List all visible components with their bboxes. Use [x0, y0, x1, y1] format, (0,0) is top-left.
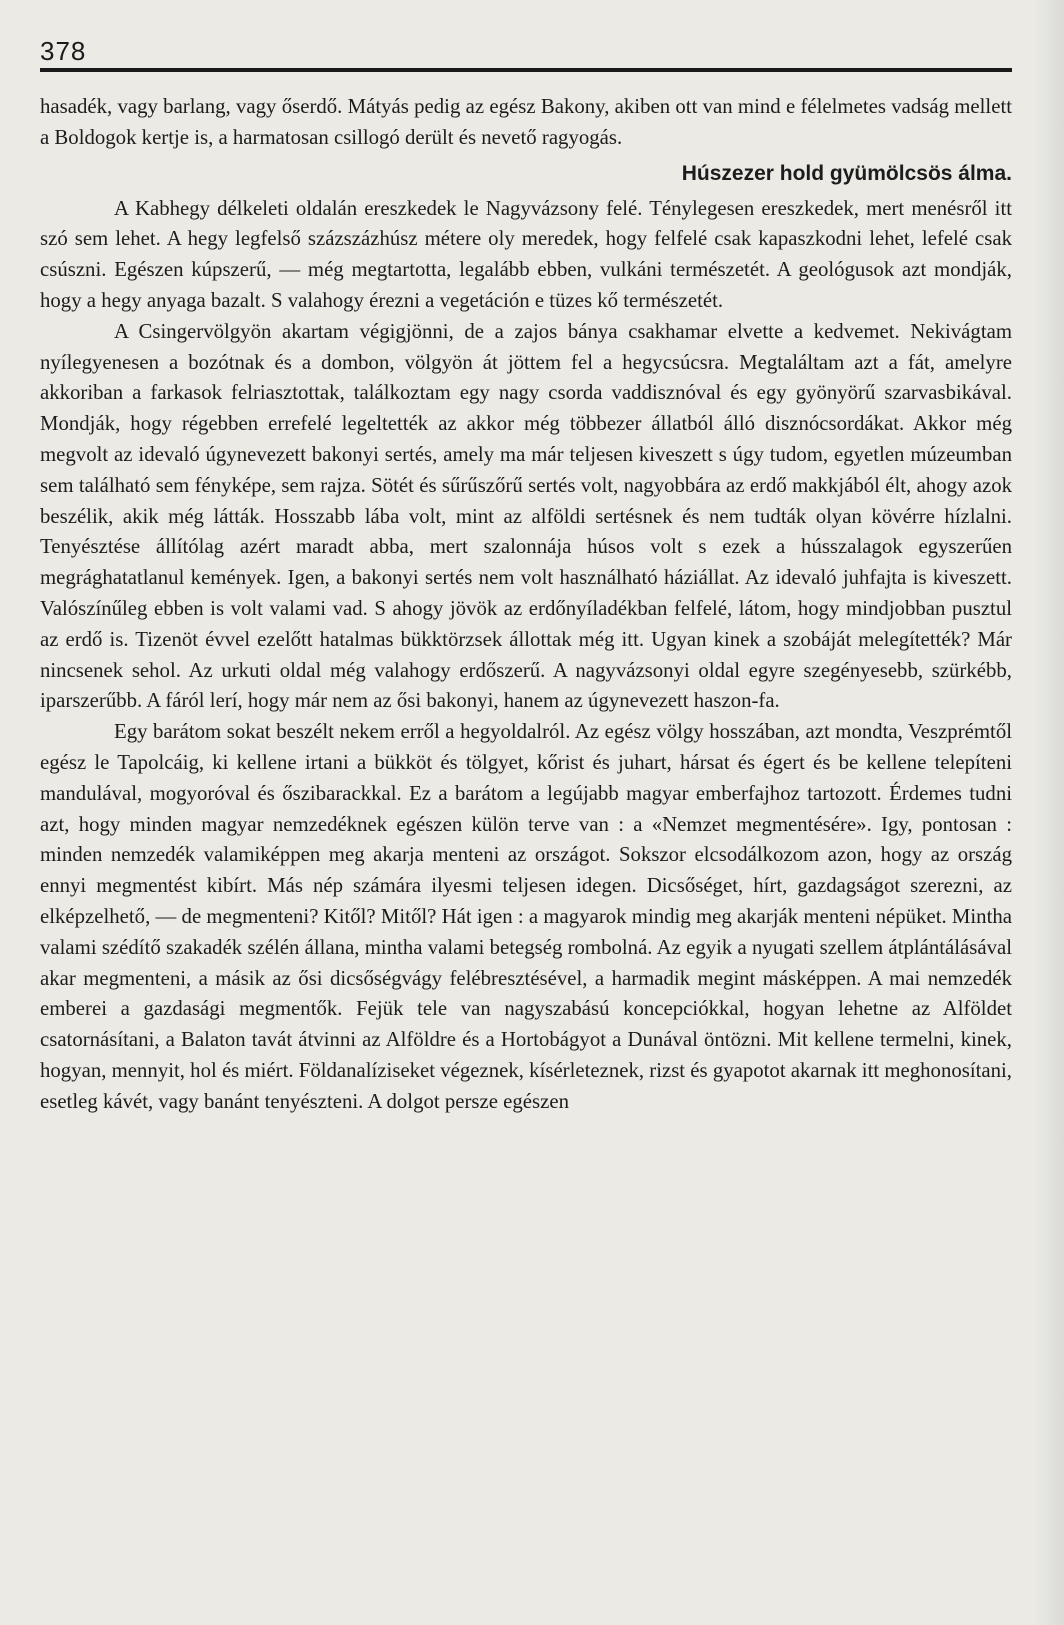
paragraph-continuation: hasadék, vagy barlang, vagy őserdő. Mátyás pedig az egész Bakony, akiben ott van mind e félelmetes vadság mellett a Boldogok kertje is, a harmatosan csillogó derült és nevető ragyogás.	[40, 95, 1012, 149]
paragraph: A Csingervölgyön akartam végigjönni, de a zajos bánya csakhamar elvette a kedvemet. Nekivágtam nyílegyenesen a bozótnak és a dombon, völgyön át jöttem fel a hegycsúcsra. Megtaláltam azt a fát, amelyre akkoriban a farkasok felriasztottak, találkoztam egy nagy csorda vaddisznóval és egy gyönyörű szarvasbikával. Mondják, hogy régebben errefelé legeltették az akkor még többezer állatból álló disznócsordákat. Akkor még megvolt az idevaló úgynevezett bakonyi sertés, amely ma már teljesen kiveszett s úgy tudom, egyetlen múzeumban sem található sem fényképe, sem rajza. Sötét és sűrűszőrű sertés volt, nagyobbára az erdő makkjából élt, ahogy azok beszélik, akik még látták. Hosszabb lába volt, mint az alföldi sertésnek és nem tudták olyan kövérre hízlalni. Tenyésztése állítólag azért maradt abba, mert szalonnája húsos volt s ezek a hússzalagok egyszerűen megrághatatlanul kemények. Igen, a bakonyi sertés nem volt használható háziállat. Az idevaló juhfajta is kiveszett. Valószínűleg ebben is volt valami vad. S ahogy jövök az erdőnyíladékban felfelé, látom, hogy mindjobban pusztul az erdő is. Tizenöt évvel ezelőtt hatalmas bükktörzsek állottak még itt. Ugyan kinek a szobáját melegítették? Már nincsenek sehol. Az urkuti oldal még valahogy erdőszerű. A nagyvázsonyi oldal egyre szegényesebb, szürkébb, iparszerűbb. A fáról lerí, hogy már nem az ősi bakonyi, hanem az úgynevezett haszon-fa.	[40, 319, 1012, 713]
section-subheading: Húszezer hold gyümölcsös álma.	[681, 161, 1012, 185]
page-number: 378	[40, 36, 87, 66]
body-text	[40, 92, 1012, 1118]
paragraph: Egy barátom sokat beszélt nekem erről a hegyoldalról. Az egész völgy hosszában, azt mondta, Veszprémtől egész le Tapolcáig, ki kellene irtani a bükköt és tölgyet, kőrist és juhart, hársat és égert és be kellene telepíteni mandulával, mogyoróval és őszibarackkal. Ez a barátom a legújabb magyar emberfajhoz tartozott. Érdemes tudni azt, hogy minden magyar nemzedéknek egészen külön terve van : a «Nemzet megmentésére». Igy, pontosan : minden nemzedék valamiképpen meg akarja menteni az országot. Sokszor elcsodálkozom azon, hogy az ország ennyi megmentést kibírt. Más nép számára ilyesmi teljesen idegen. Dicsőséget, hírt, gazdagságot szerezni, az elképzelhető, — de megmenteni? Kitől? Mitől? Hát igen : a magyarok mindig meg akarják menteni népüket. Mintha valami szédítő szakadék szélén állana, mintha valami betegség rombolná. Az egyik a nyugati szellem átplántálásával akar megmenteni, a másik az ősi dicsőségvágy felébresztésével, a harmadik megint másképpen. A mai nemzedék emberei a gazdasági megmentők. Fejük tele van nagyszabású koncepciókkal, hogyan lehetne az Alföldet csatornásítani, a Balaton tavát átvinni az Alföldre és a Hortobágyot a Dunával öntözni. Mit kellene termelni, kinek, hogyan, mennyit, hol és miért. Földanalíziseket végeznek, kísérleteznek, rizst és gyapotot akarnak itt meghonosítani, esetleg kávét, vagy banánt tenyészteni. A dolgot persze egészen	[40, 720, 1012, 1113]
page-edge-shadow	[1034, 0, 1064, 1625]
paragraph: A Kabhegy délkeleti oldalán ereszkedek le Nagyvázsony felé. Ténylegesen ereszkedek, mert menésről itt szó sem lehet. A hegy legfelső százszázhúsz métere oly meredek, hogy felfelé csak kapaszkodni lehet, lefelé csak csúszni. Egészen kúpszerű, — még megtartotta, legalább ebben, vulkáni természetét. A geológusok azt mondják, hogy a hegy anyaga bazalt. S valahogy érezni a vegetáción e tüzes kő természetét.	[40, 196, 1012, 312]
header-rule	[40, 68, 1012, 72]
